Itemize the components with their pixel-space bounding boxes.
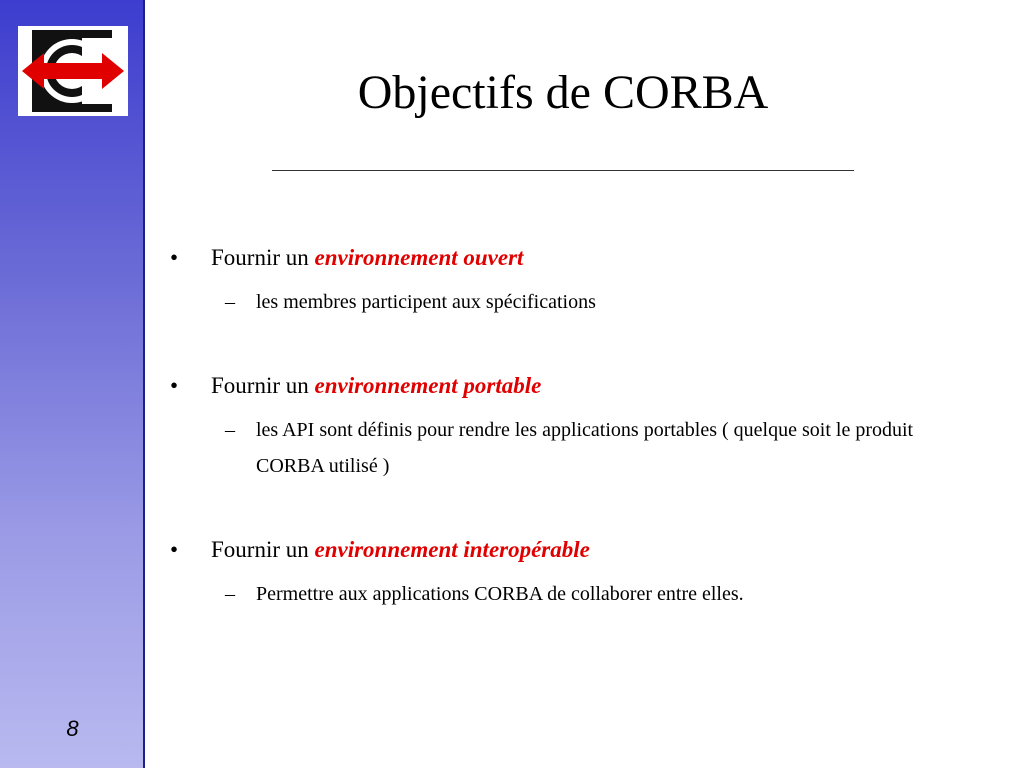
slide-title: Objectifs de CORBA	[357, 66, 769, 119]
sub-item-text: les API sont définis pour rendre les applications portables ( quelque soit le produit CORBA utilisé )	[256, 419, 914, 477]
sub-item	[170, 412, 980, 484]
dash-marker: –	[225, 583, 235, 605]
sub-item-text: les membres participent aux spécifications	[256, 291, 596, 313]
corba-logo-icon	[18, 26, 128, 116]
page-number: 8	[66, 716, 79, 741]
bullet-item	[170, 240, 980, 276]
title-divider	[272, 170, 854, 171]
bullet-group-open	[170, 240, 980, 320]
bullet-item	[170, 532, 980, 568]
bullet-prefix: Fournir un	[211, 373, 309, 398]
bullet-emphasis: environnement portable	[314, 373, 542, 398]
sub-item	[170, 576, 980, 612]
bullet-emphasis: environnement ouvert	[314, 245, 524, 270]
bullet-marker: •	[170, 537, 179, 562]
dash-marker: –	[225, 291, 235, 313]
bullet-list	[170, 240, 980, 660]
bullet-marker: •	[170, 373, 179, 398]
bullet-emphasis: environnement interopérable	[314, 537, 590, 562]
bullet-prefix: Fournir un	[211, 537, 309, 562]
sub-item	[170, 284, 980, 320]
bullet-prefix: Fournir un	[211, 245, 309, 270]
sidebar	[0, 0, 145, 768]
sub-item-text: Permettre aux applications CORBA de collaborer entre elles.	[256, 583, 744, 605]
bullet-group-interop	[170, 532, 980, 612]
bullet-group-portable	[170, 368, 980, 484]
bullet-item	[170, 368, 980, 404]
bullet-marker: •	[170, 245, 179, 270]
dash-marker: –	[225, 419, 235, 441]
